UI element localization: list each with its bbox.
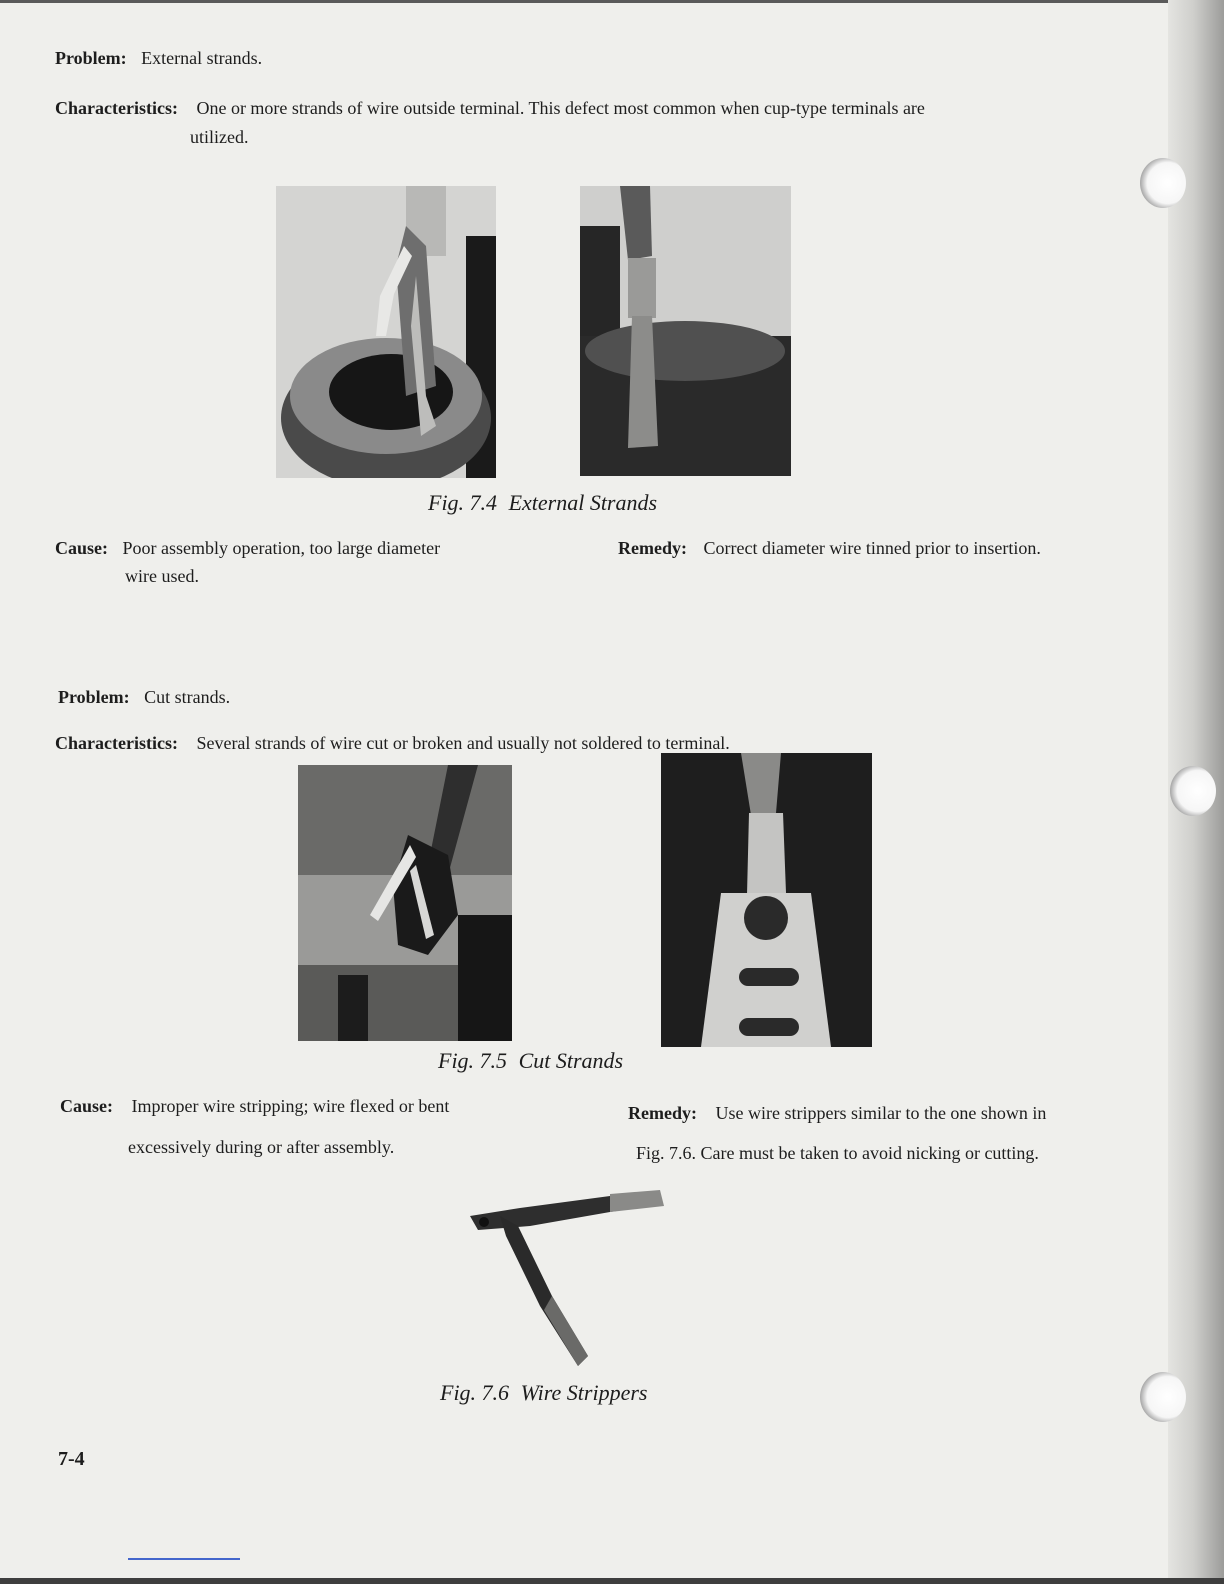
page-number: 7-4 [58,1448,85,1470]
figure-7-4-title: External Strands [508,490,658,515]
figure-7-6-caption [440,1380,647,1406]
problem-row-1 [55,45,262,71]
figure-7-4-caption [428,490,657,516]
figure-7-5-caption [438,1048,623,1074]
binder-hole-bottom [1140,1372,1186,1422]
figure-7-6-number: Fig. 7.6 [440,1380,510,1405]
cause-text: Poor assembly operation, too large diameter [122,538,441,558]
problem-label: Problem: [55,48,127,68]
bottom-link-underline [128,1558,240,1560]
characteristics-text-line2: utilized. [190,127,249,147]
figure-7-5-number: Fig. 7.5 [438,1048,508,1073]
remedy-row-1 [618,535,1041,561]
photo-wire-strippers [460,1186,670,1376]
photo-external-strands-right [580,186,791,476]
remedy-text-line2: Fig. 7.6. Care must be taken to avoid nicking or cutting. [636,1143,1039,1163]
remedy-row-2 [628,1100,1046,1126]
cause-text-line2: wire used. [125,566,199,586]
problem-label: Problem: [58,687,130,707]
characteristics-row-1 [55,95,925,121]
remedy-label: Remedy: [628,1103,697,1123]
figure-7-5-title: Cut Strands [518,1048,624,1073]
cause-row-2 [60,1093,449,1119]
top-edge-rule [0,0,1224,3]
problem-text: External strands. [141,48,263,68]
cause-label: Cause: [60,1096,113,1116]
cause-text: Improper wire stripping; wire flexed or bent [131,1096,450,1116]
problem-text: Cut strands. [144,687,231,707]
characteristics-text: Several strands of wire cut or broken and usually not soldered to terminal. [196,733,730,753]
figure-7-4-number: Fig. 7.4 [428,490,498,515]
remedy-text: Use wire strippers similar to the one shown in [715,1103,1047,1123]
photo-cut-strands-right [661,753,872,1047]
bottom-edge-rule [0,1578,1224,1584]
cause-text-line2: excessively during or after assembly. [128,1137,395,1157]
figure-7-6-title: Wire Strippers [520,1380,648,1405]
characteristics-text: One or more strands of wire outside terminal. This defect most common when cup-type terminals are [196,98,925,118]
cause-label: Cause: [55,538,108,558]
remedy-label: Remedy: [618,538,687,558]
photo-external-strands-left [276,186,496,478]
problem-row-2 [58,684,230,710]
cause-row-1 [55,535,440,561]
characteristics-row-2 [55,730,730,756]
characteristics-label: Characteristics: [55,733,178,753]
characteristics-label: Characteristics: [55,98,178,118]
photo-cut-strands-left [298,765,512,1041]
binder-hole-top [1140,158,1186,208]
binder-hole-middle [1170,766,1216,816]
remedy-text: Correct diameter wire tinned prior to insertion. [703,538,1041,558]
